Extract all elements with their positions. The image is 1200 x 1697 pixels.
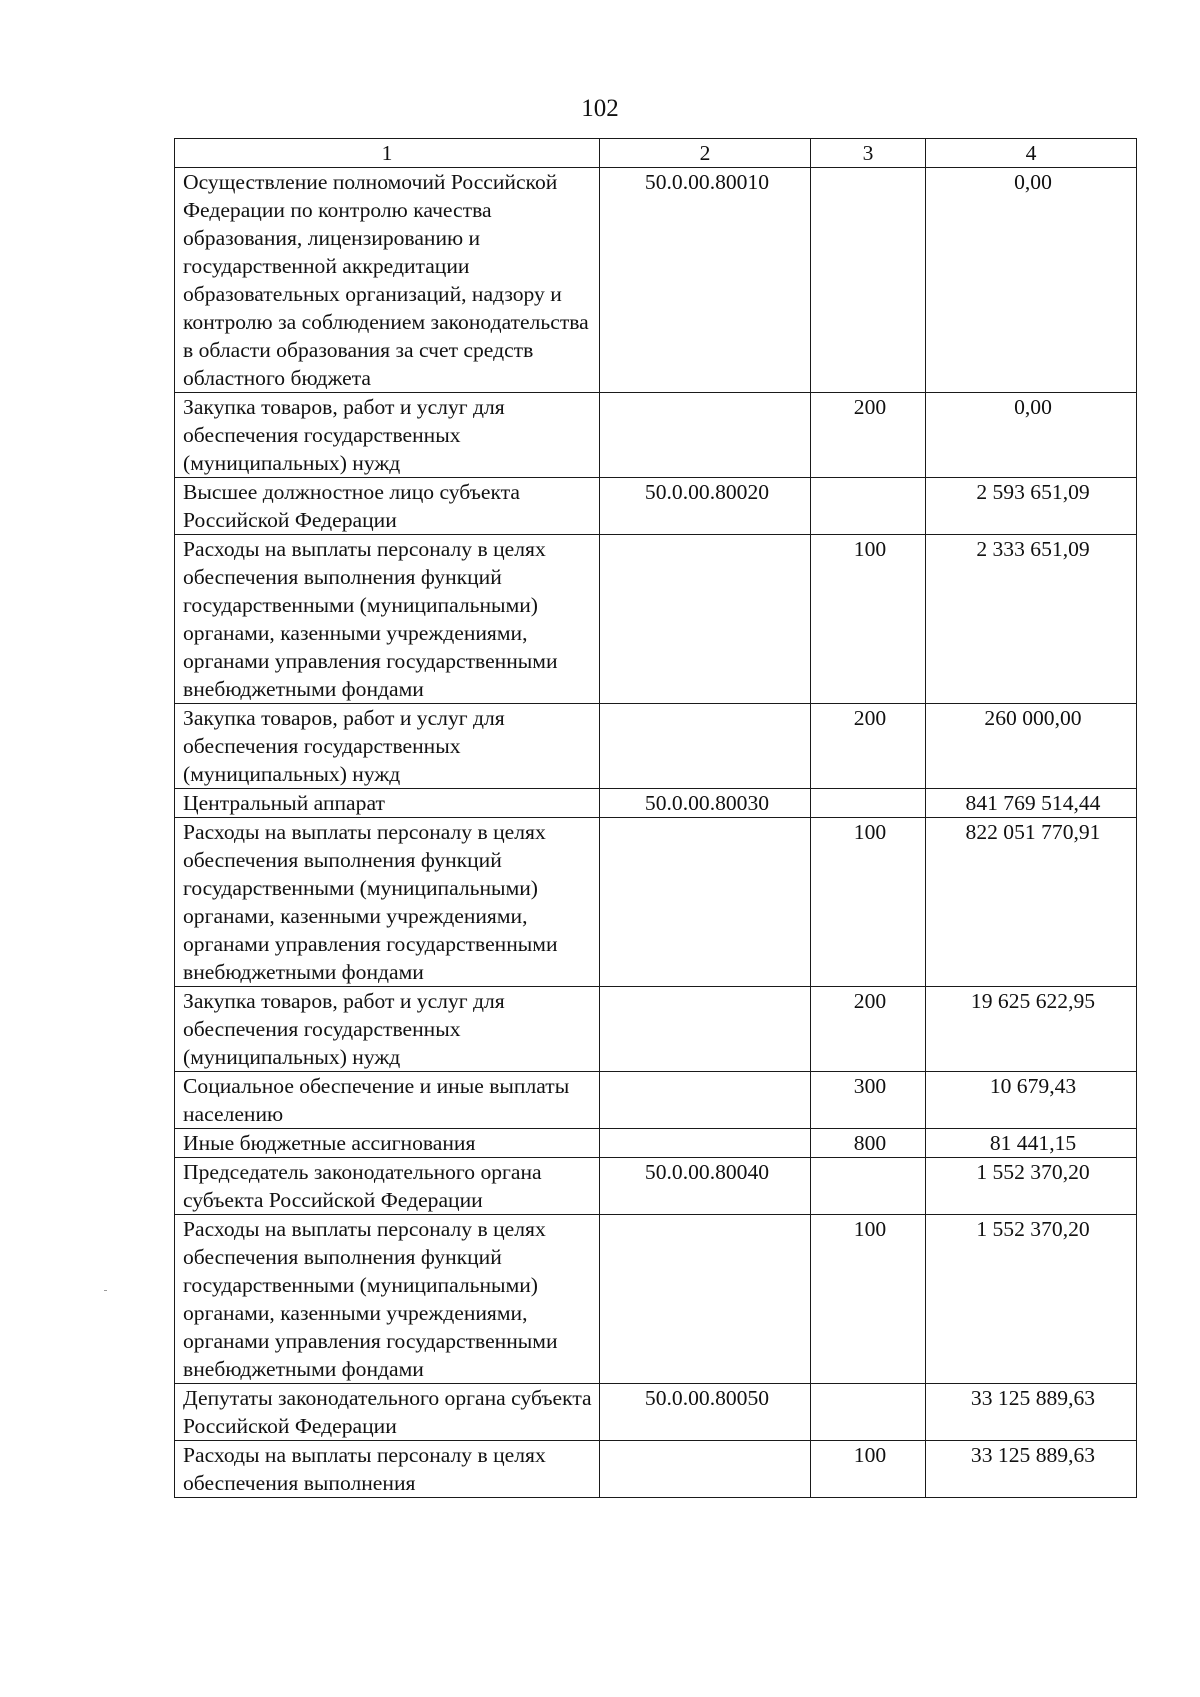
cell-target-code: [600, 1441, 811, 1498]
cell-expense-name: Расходы на выплаты персоналу в целях обеспечения выполнения функций государственными (муниципальными) органами, казенными учреждениями, органами управления государственными внебюджетными фондами: [175, 818, 600, 987]
page-number: 102: [581, 95, 619, 122]
table-row: [175, 704, 1137, 789]
cell-target-code: [600, 1215, 811, 1384]
cell-amount: 841 769 514,44: [926, 789, 1137, 818]
cell-amount: 822 051 770,91: [926, 818, 1137, 987]
table-header-row: [175, 139, 1137, 168]
table-row: [175, 1158, 1137, 1215]
table-row: [175, 987, 1137, 1072]
cell-target-code: 50.0.00.80030: [600, 789, 811, 818]
cell-target-code: 50.0.00.80020: [600, 478, 811, 535]
cell-target-code: [600, 987, 811, 1072]
cell-target-code: 50.0.00.80040: [600, 1158, 811, 1215]
cell-amount: 0,00: [926, 393, 1137, 478]
cell-target-code: [600, 535, 811, 704]
budget-table: [174, 138, 1137, 1498]
cell-amount: 260 000,00: [926, 704, 1137, 789]
cell-target-code: [600, 818, 811, 987]
cell-expense-name: Центральный аппарат: [175, 789, 600, 818]
cell-expense-name: Высшее должностное лицо субъекта Российской Федерации: [175, 478, 600, 535]
table-row: [175, 1072, 1137, 1129]
cell-target-code: [600, 1129, 811, 1158]
cell-expense-name: Закупка товаров, работ и услуг для обеспечения государственных (муниципальных) нужд: [175, 393, 600, 478]
cell-expense-name: Расходы на выплаты персоналу в целях обеспечения выполнения: [175, 1441, 600, 1498]
table-row: [175, 393, 1137, 478]
cell-expense-name: Депутаты законодательного органа субъекта Российской Федерации: [175, 1384, 600, 1441]
cell-amount: 0,00: [926, 168, 1137, 393]
cell-expense-type: [811, 478, 926, 535]
column-header-3: 3: [811, 139, 926, 168]
column-header-1: 1: [175, 139, 600, 168]
cell-expense-type: [811, 789, 926, 818]
table-row: [175, 1215, 1137, 1384]
cell-expense-type: 200: [811, 987, 926, 1072]
cell-expense-type: 100: [811, 818, 926, 987]
cell-expense-name: Закупка товаров, работ и услуг для обеспечения государственных (муниципальных) нужд: [175, 987, 600, 1072]
cell-expense-name: Иные бюджетные ассигнования: [175, 1129, 600, 1158]
cell-amount: 33 125 889,63: [926, 1441, 1137, 1498]
cell-expense-name: Социальное обеспечение и иные выплаты населению: [175, 1072, 600, 1129]
cell-expense-type: [811, 168, 926, 393]
cell-amount: 19 625 622,95: [926, 987, 1137, 1072]
table-body: [175, 168, 1137, 1498]
cell-expense-type: 200: [811, 393, 926, 478]
cell-target-code: [600, 1072, 811, 1129]
cell-expense-name: Расходы на выплаты персоналу в целях обеспечения выполнения функций государственными (муниципальными) органами, казенными учреждениями, органами управления государственными внебюджетными фондами: [175, 535, 600, 704]
column-header-4: 4: [926, 139, 1137, 168]
cell-amount: 10 679,43: [926, 1072, 1137, 1129]
column-header-2: 2: [600, 139, 811, 168]
cell-amount: 2 333 651,09: [926, 535, 1137, 704]
table-row: [175, 1384, 1137, 1441]
table-row: [175, 789, 1137, 818]
cell-expense-type: 300: [811, 1072, 926, 1129]
cell-target-code: 50.0.00.80050: [600, 1384, 811, 1441]
cell-expense-name: Расходы на выплаты персоналу в целях обеспечения выполнения функций государственными (муниципальными) органами, казенными учреждениями, органами управления государственными внебюджетными фондами: [175, 1215, 600, 1384]
cell-expense-type: 800: [811, 1129, 926, 1158]
cell-expense-type: 200: [811, 704, 926, 789]
table-row: [175, 168, 1137, 393]
cell-amount: 1 552 370,20: [926, 1158, 1137, 1215]
table-row: [175, 818, 1137, 987]
table-row: [175, 1441, 1137, 1498]
cell-expense-type: 100: [811, 1215, 926, 1384]
cell-expense-type: [811, 1384, 926, 1441]
cell-target-code: 50.0.00.80010: [600, 168, 811, 393]
table-row: [175, 1129, 1137, 1158]
cell-expense-type: 100: [811, 1441, 926, 1498]
cell-expense-type: 100: [811, 535, 926, 704]
scan-speck: [104, 1290, 107, 1291]
cell-expense-name: Осуществление полномочий Российской Федерации по контролю качества образования, лицензированию и государственной аккредитации образовательных организаций, надзору и контролю за соблюдением законодательства в области образования за счет средств областного бюджета: [175, 168, 600, 393]
cell-target-code: [600, 393, 811, 478]
cell-amount: 81 441,15: [926, 1129, 1137, 1158]
cell-target-code: [600, 704, 811, 789]
cell-expense-type: [811, 1158, 926, 1215]
cell-expense-name: Закупка товаров, работ и услуг для обеспечения государственных (муниципальных) нужд: [175, 704, 600, 789]
cell-expense-name: Председатель законодательного органа субъекта Российской Федерации: [175, 1158, 600, 1215]
cell-amount: 1 552 370,20: [926, 1215, 1137, 1384]
table-row: [175, 478, 1137, 535]
cell-amount: 2 593 651,09: [926, 478, 1137, 535]
cell-amount: 33 125 889,63: [926, 1384, 1137, 1441]
table-row: [175, 535, 1137, 704]
